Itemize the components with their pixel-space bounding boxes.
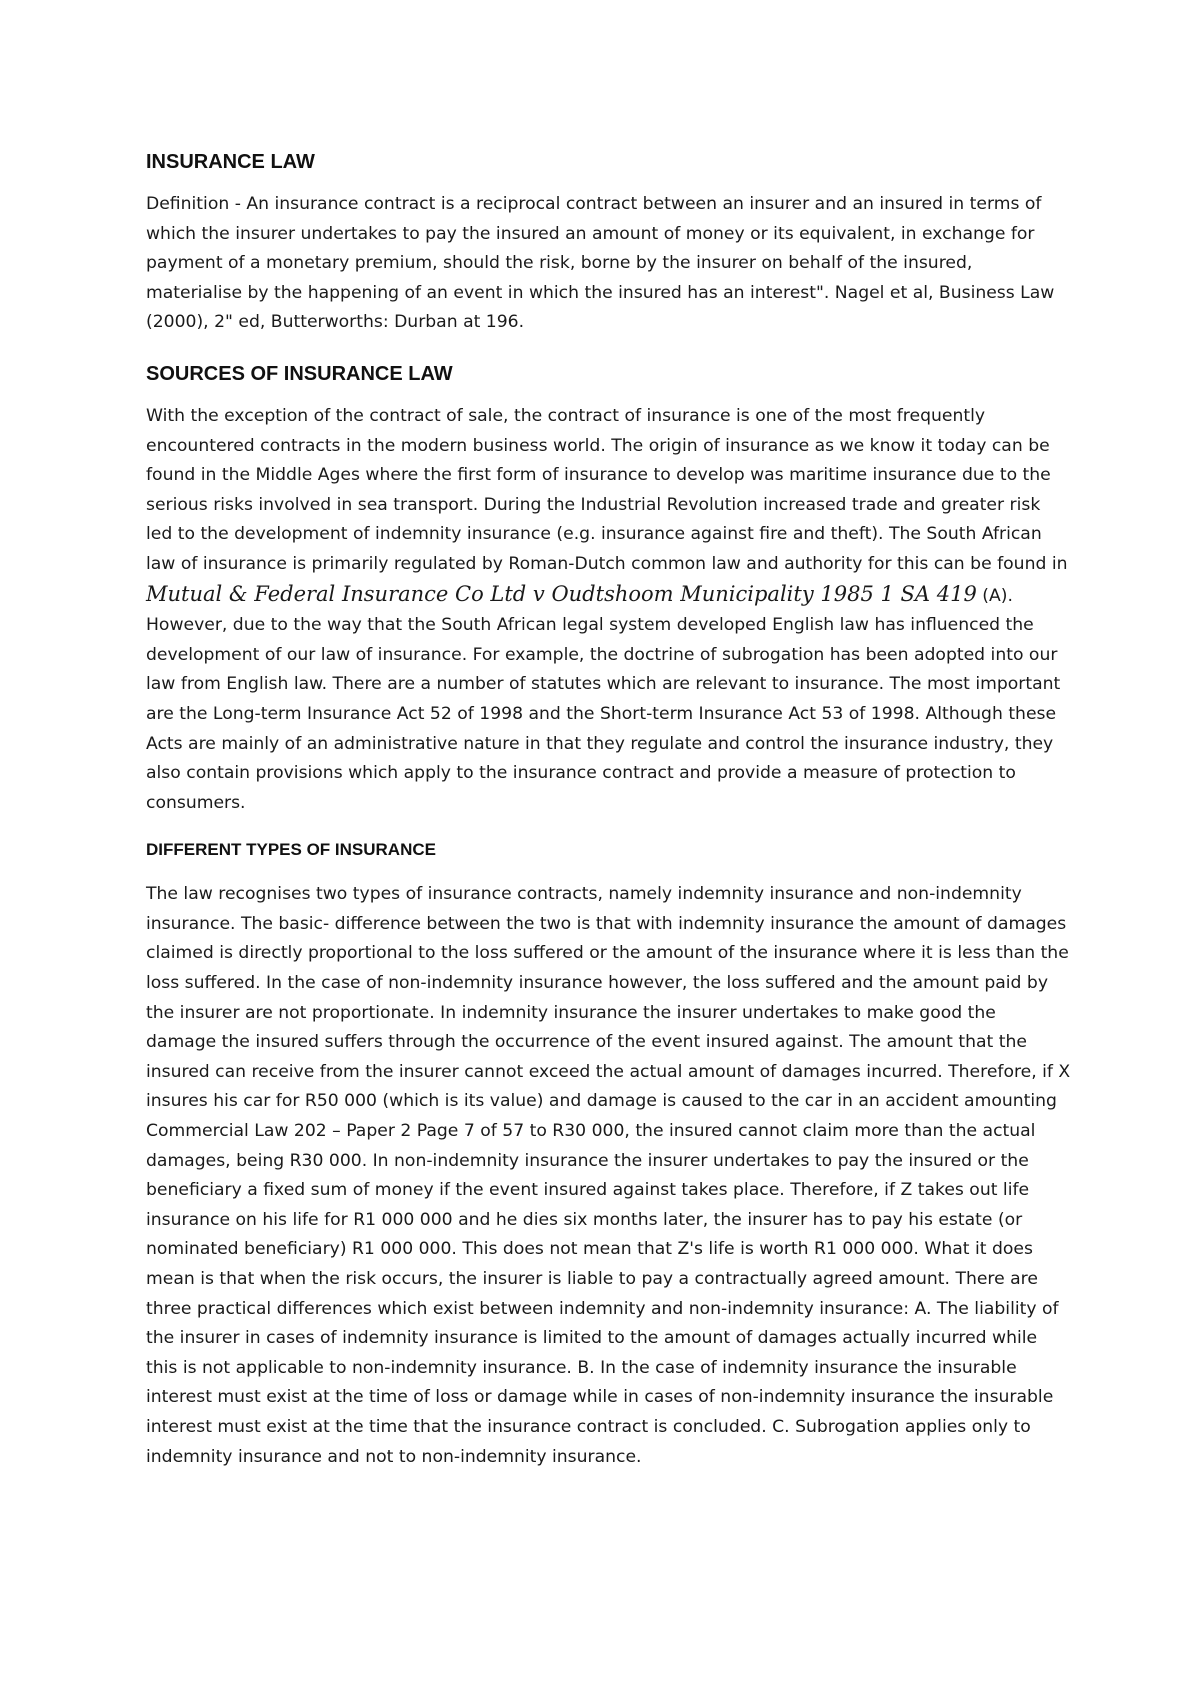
- case-citation: Mutual & Federal Insurance Co Ltd v Oudtshoom Municipality 1985 1 SA 419: [146, 581, 977, 606]
- types-paragraph: The law recognises two types of insurance contracts, namely indemnity insurance and non-indemnity insurance. The basic- difference between the two is that with indemnity insurance the amount of damages claimed is directly proportional to the loss suffered or the amount of the insurance where it is less than the loss suffered. In the case of non-indemnity insurance however, the loss suffered and the amount paid by the insurer are not proportionate. In indemnity insurance the insurer undertakes to make good the damage the insured suffers through the occurrence of the event insured against. The amount that the insured can receive from the insurer cannot exceed the actual amount of damages incurred. Therefore, if X insures his car for R50 000 (which is its value) and damage is caused to the car in an accident amounting Commercial Law 202 – Paper 2 Page 7 of 57 to R30 000, the insured cannot claim more than the actual damages, being R30 000. In non-indemnity insurance the insurer undertakes to pay the insured or the beneficiary a fixed sum of money if the event insured against takes place. Therefore, if Z takes out life insurance on his life for R1 000 000 and he dies six months later, the insurer has to pay his estate (or nominated beneficiary) R1 000 000. This does not mean that Z's life is worth R1 000 000. What it does mean is that when the risk occurs, the insurer is liable to pay a contractually agreed amount. There are three practical differences which exist between indemnity and non-indemnity insurance: A. The liability of the insurer in cases of indemnity insurance is limited to the amount of damages actually incurred while this is not applicable to non-indemnity insurance. B. In the case of indemnity insurance the insurable interest must exist at the time of loss or damage while in cases of non-indemnity insurance the insurable interest must exist at the time that the insurance contract is concluded. C. Subrogation applies only to indemnity insurance and not to non-indemnity insurance.: [146, 884, 1071, 1467]
- types-heading: DIFFERENT TYPES OF INSURANCE: [146, 840, 436, 860]
- sources-text-before-case: With the exception of the contract of sale, the contract of insurance is one of the most frequently encountered contracts in the modern business world. The origin of insurance as we know it today can be found in the Middle Ages where the first form of insurance to develop was maritime insurance due to the serious risks involved in sea transport. During the Industrial Revolution increased trade and greater risk led to the development of indemnity insurance (e.g. insurance against fire and theft). The South African law of insurance is primarily regulated by Roman-Dutch common law and authority for this can be found in: [146, 405, 1068, 574]
- document-title: INSURANCE LAW: [146, 151, 315, 173]
- definition-paragraph: Definition - An insurance contract is a reciprocal contract between an insurer and an insured in terms of which the insurer undertakes to pay the insured an amount of money or its equivalent, in exchange for payment of a monetary premium, should the risk, borne by the insurer on behalf of the insured, materialise by the happening of an event in which the insured has an interest". Nagel et al, Business Law (2000), 2" ed, Butterworths: Durban at 196.: [146, 194, 1055, 333]
- document-body: [146, 148, 1071, 1472]
- sources-paragraph: [146, 402, 1071, 818]
- sources-text-after-case: (A). However, due to the way that the South African legal system developed English law has influenced the development of our law of insurance. For example, the doctrine of subrogation has been adopted into our law from English law. There are a number of statutes which are relevant to insurance. The most important are the Long-term Insurance Act 52 of 1998 and the Short-term Insurance Act 53 of 1998. Although these Acts are mainly of an administrative nature in that they regulate and control the insurance industry, they also contain provisions which apply to the insurance contract and provide a measure of protection to consumers.: [146, 585, 1061, 813]
- sources-heading: SOURCES OF INSURANCE LAW: [146, 362, 453, 385]
